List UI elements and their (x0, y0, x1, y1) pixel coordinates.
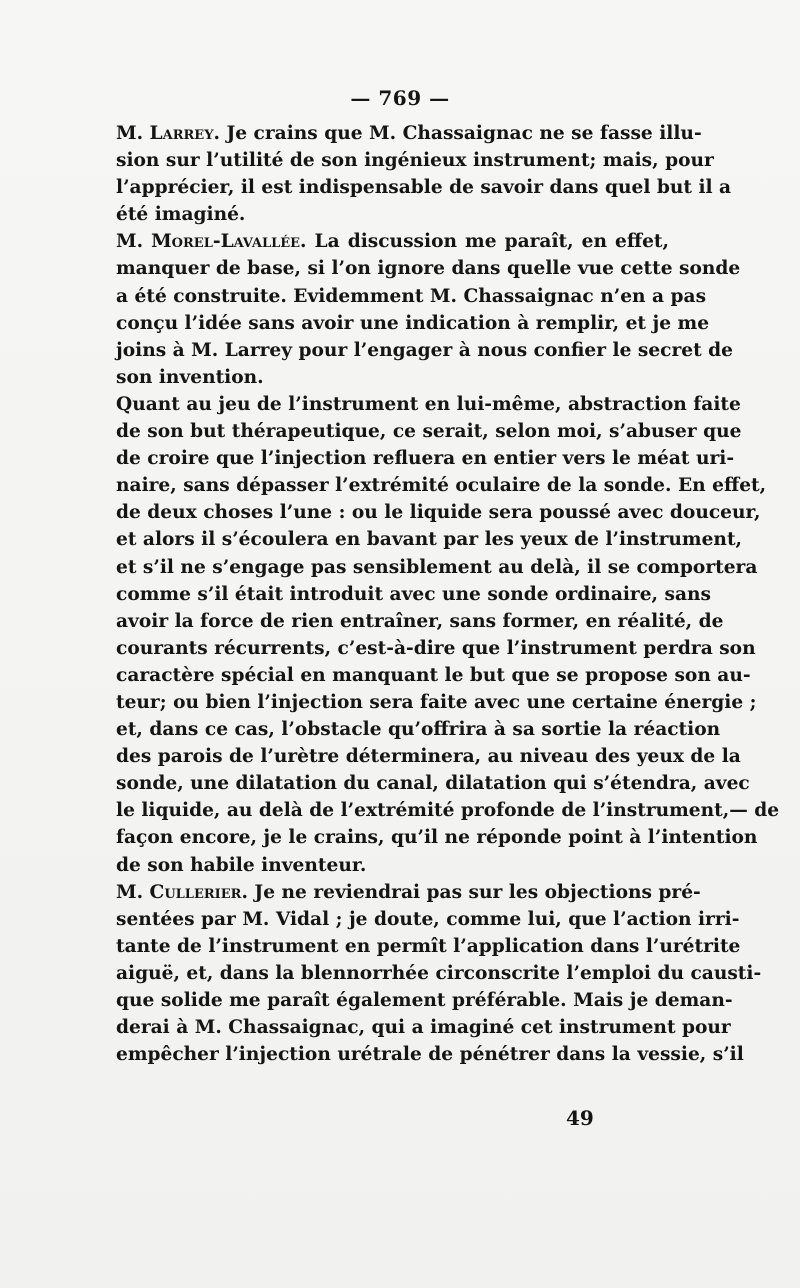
text-line: naire, sans dépasser l’extrémité oculaire de la sonde. En effet, (116, 475, 767, 497)
line-text: La discussion me paraît, en effet, (306, 231, 669, 253)
text-line: été imaginé. (116, 204, 246, 226)
text-line (116, 120, 702, 147)
text-line: avoir la force de rien entraîner, sans former, en réalité, de (116, 610, 724, 632)
text-line: son invention. (116, 366, 264, 388)
text-line (116, 879, 701, 906)
line-text: Je crains que M. Chassaignac ne se fasse illu- (219, 123, 702, 144)
text-line: de son habile inventeur. (116, 854, 367, 876)
line-text: Je ne reviendrai pas sur les objections pré- (247, 881, 701, 903)
text-line: et s’il ne s’engage pas sensiblement au delà, il se comportera (116, 556, 758, 578)
body-text (116, 120, 780, 1068)
text-line: caractère spécial en manquant le but que se propose son au- (116, 664, 751, 686)
text-line: et alors il s’écoulera en bavant par les yeux de l’instrument, (116, 529, 743, 551)
text-line: de son but thérapeutique, ce serait, selon moi, s’abuser que (116, 421, 742, 443)
text-line: tante de l’instrument en permît l’application dans l’urétrite (116, 935, 741, 957)
text-line: et, dans ce cas, l’obstacle qu’offrira à sa sortie la réaction (116, 719, 721, 741)
text-line: joins à M. Larrey pour l’engager à nous confier le secret de (116, 339, 734, 361)
text-line: sonde, une dilatation du canal, dilatation qui s’étendra, avec (116, 773, 750, 795)
text-line: aiguë, et, dans la blennorrhée circonscrite l’emploi du causti- (116, 962, 762, 984)
text-line: le liquide, au delà de l’extrémité profonde de l’instrument,— de (116, 800, 780, 822)
text-line: des parois de l’urètre déterminera, au niveau des yeux de la (116, 746, 741, 768)
text-line: manquer de base, si l’on ignore dans quelle vue cette sonde (116, 258, 741, 280)
text-line (116, 228, 669, 255)
text-line: derai à M. Chassaignac, qui a imaginé cet instrument pour (116, 1017, 731, 1039)
text-line: que solide me paraît également préférable. Mais je deman- (116, 990, 733, 1011)
text-line: de deux choses l’une : ou le liquide sera poussé avec douceur, (116, 502, 761, 524)
signature-mark: 49 (566, 1106, 594, 1130)
speaker-name: M. Morel-Lavallée. (116, 231, 307, 253)
page-number-header: — 769 — (350, 86, 450, 110)
text-line: de croire que l’injection refluera en entier vers le méat uri- (116, 448, 735, 470)
text-line: teur; ou bien l’injection sera faite avec une certaine énergie ; (116, 691, 757, 713)
speaker-name: M. Cullerier. (116, 881, 248, 903)
text-line: empêcher l’injection urétrale de pénétrer dans la vessie, s’il (116, 1044, 744, 1066)
text-line: l’apprécier, il est indispensable de savoir dans quel but il a (116, 177, 732, 199)
text-line: sentées par M. Vidal ; je doute, comme lui, que l’action irri- (116, 908, 740, 930)
text-line: Quant au jeu de l’instrument en lui-même, abstraction faite (116, 393, 741, 415)
text-line: courants récurrents, c’est-à-dire que l’instrument perdra son (116, 637, 756, 659)
text-line: sion sur l’utilité de son ingénieux instrument; mais, pour (116, 150, 714, 172)
text-line: a été construite. Evidemment M. Chassaignac n’en a pas (116, 285, 707, 307)
text-line: conçu l’idée sans avoir une indication à remplir, et je me (116, 312, 710, 334)
speaker-name: M. Larrey. (116, 123, 220, 144)
text-line: façon encore, je le crains, qu’il ne réponde point à l’intention (116, 827, 758, 849)
text-line: comme s’il était introduit avec une sonde ordinaire, sans (116, 583, 711, 605)
